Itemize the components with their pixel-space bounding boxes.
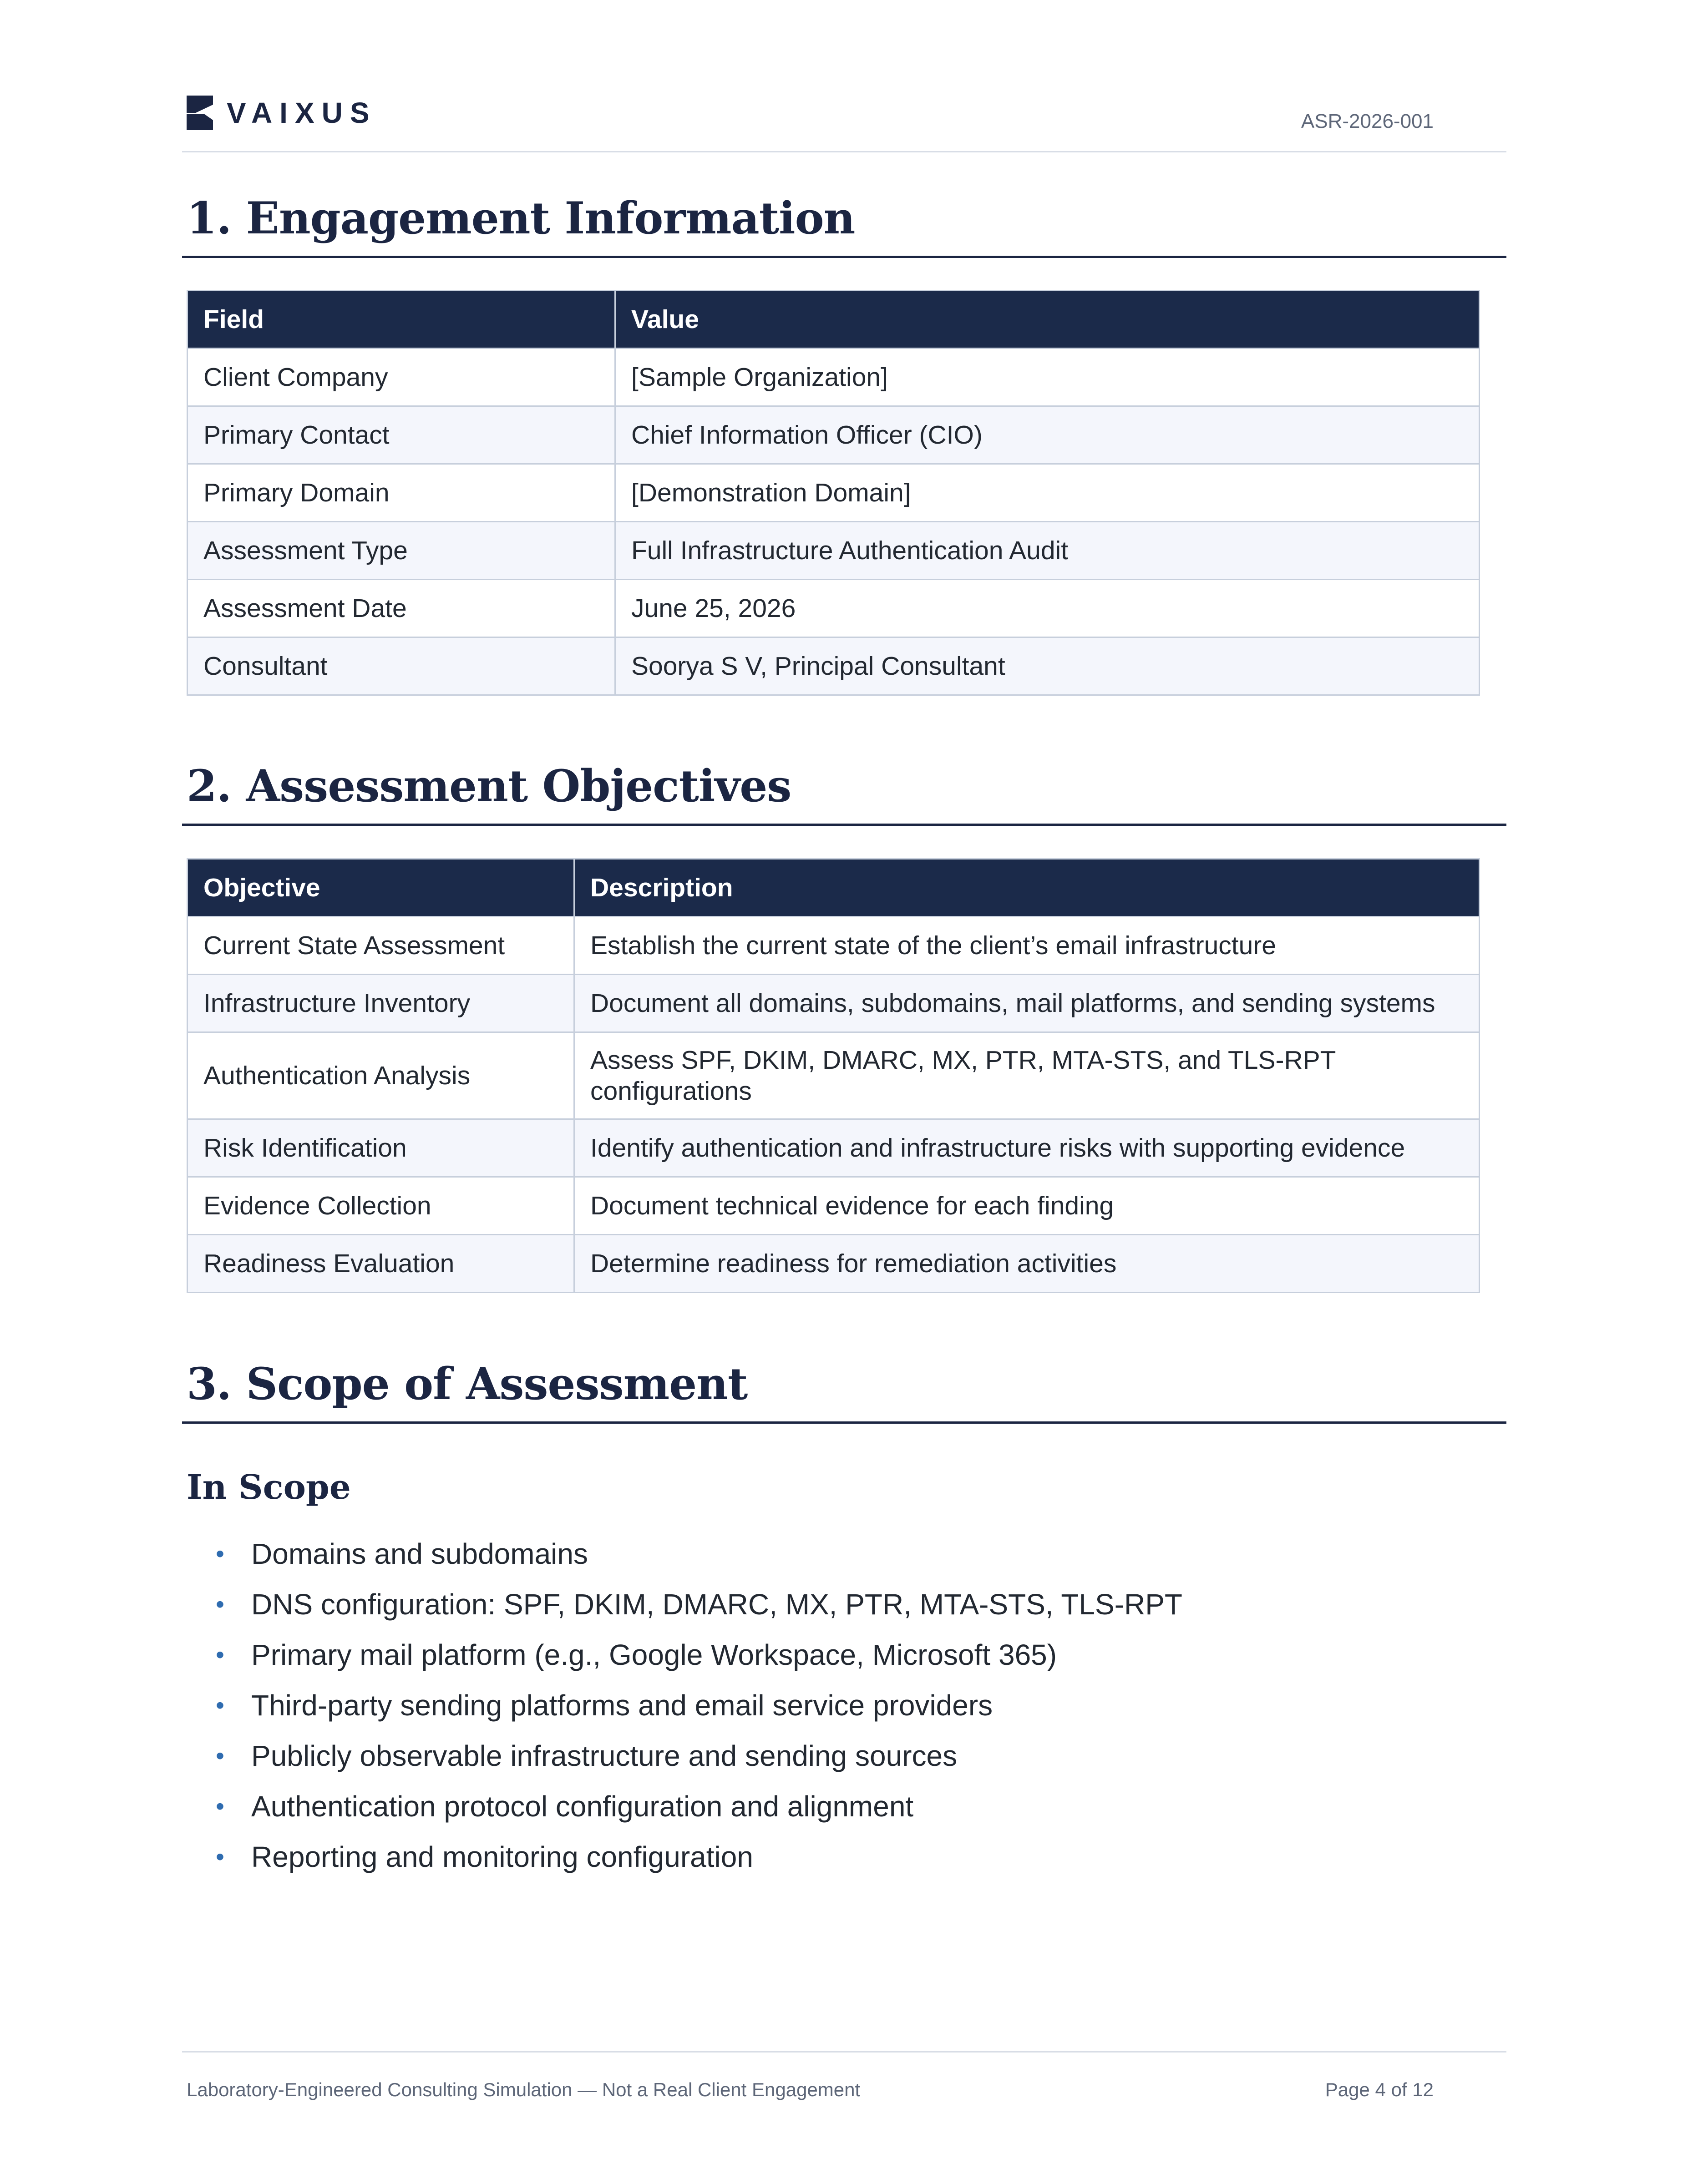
table-row <box>188 917 1480 975</box>
table-cell-field: Client Company <box>188 349 615 406</box>
table-row <box>188 349 1480 406</box>
list-item <box>182 1579 1182 1630</box>
table-cell-value: Full Infrastructure Authentication Audit <box>615 522 1480 580</box>
table-cell-objective: Authentication Analysis <box>188 1032 574 1119</box>
table-cell-objective: Current State Assessment <box>188 917 574 975</box>
list-item-text: Domains and subdomains <box>251 1537 588 1570</box>
section-title-objectives: 2. Assessment Objectives <box>187 760 791 812</box>
table-cell-value: June 25, 2026 <box>615 580 1480 637</box>
table-cell-description: Establish the current state of the client’s email infrastructure <box>574 917 1480 975</box>
list-item <box>182 1529 1182 1579</box>
table-cell-value: [Demonstration Domain] <box>615 464 1480 522</box>
table-cell-objective: Readiness Evaluation <box>188 1235 574 1293</box>
table-row <box>188 406 1480 464</box>
list-item <box>182 1731 1182 1781</box>
table-cell-field: Assessment Type <box>188 522 615 580</box>
table-row <box>188 580 1480 637</box>
section-title-engagement: 1. Engagement Information <box>187 192 855 244</box>
table-row <box>188 1235 1480 1293</box>
footer-disclaimer: Laboratory-Engineered Consulting Simulation — Not a Real Client Engagement <box>187 2079 861 2100</box>
table-cell-value: Soorya S V, Principal Consultant <box>615 637 1480 695</box>
document-id: ASR-2026-001 <box>1301 110 1434 132</box>
column-header: Field <box>188 291 615 349</box>
table-row <box>188 637 1480 695</box>
bullet-icon: • <box>216 1742 224 1769</box>
bullet-icon: • <box>216 1692 224 1719</box>
table-cell-value: Chief Information Officer (CIO) <box>615 406 1480 464</box>
list-item <box>182 1680 1182 1731</box>
table-cell-field: Consultant <box>188 637 615 695</box>
list-item <box>182 1832 1182 1882</box>
table-cell-description: Identify authentication and infrastructure risks with supporting evidence <box>574 1119 1480 1177</box>
table-header-row <box>188 859 1480 917</box>
engagement-table <box>187 290 1480 696</box>
objectives-table <box>187 858 1480 1293</box>
column-header: Value <box>615 291 1480 349</box>
list-item-text: Authentication protocol configuration and alignment <box>251 1790 914 1823</box>
list-item-text: Reporting and monitoring configuration <box>251 1840 753 1873</box>
list-item-text: DNS configuration: SPF, DKIM, DMARC, MX, PTR, MTA-STS, TLS-RPT <box>251 1588 1182 1621</box>
table-cell-description: Document technical evidence for each finding <box>574 1177 1480 1235</box>
page-footer <box>182 2051 1506 2100</box>
list-item-text: Primary mail platform (e.g., Google Workspace, Microsoft 365) <box>251 1638 1057 1671</box>
table-row <box>188 522 1480 580</box>
page-header <box>182 91 1506 152</box>
table-cell-field: Assessment Date <box>188 580 615 637</box>
table-row <box>188 1119 1480 1177</box>
vaixus-logo-icon <box>187 96 213 130</box>
table-cell-description: Document all domains, subdomains, mail platforms, and sending systems <box>574 975 1480 1032</box>
brand-logo <box>187 96 377 130</box>
table-cell-objective: Evidence Collection <box>188 1177 574 1235</box>
table-row <box>188 1177 1480 1235</box>
table-cell-description: Determine readiness for remediation activities <box>574 1235 1480 1293</box>
table-cell-objective: Risk Identification <box>188 1119 574 1177</box>
subsection-title-in-scope: In Scope <box>187 1468 351 1507</box>
table-row <box>188 464 1480 522</box>
section-divider <box>182 1421 1506 1424</box>
table-cell-objective: Infrastructure Inventory <box>188 975 574 1032</box>
section-divider <box>182 824 1506 826</box>
table-cell-field: Primary Domain <box>188 464 615 522</box>
column-header: Description <box>574 859 1480 917</box>
logo-wordmark: VAIXUS <box>227 96 377 129</box>
table-cell-description: Assess SPF, DKIM, DMARC, MX, PTR, MTA-STS, and TLS-RPT configurations <box>574 1032 1480 1119</box>
table-header-row <box>188 291 1480 349</box>
list-item <box>182 1630 1182 1680</box>
bullet-icon: • <box>216 1843 224 1871</box>
section-title-scope: 3. Scope of Assessment <box>187 1358 748 1410</box>
table-cell-value: [Sample Organization] <box>615 349 1480 406</box>
table-row <box>188 975 1480 1032</box>
bullet-icon: • <box>216 1793 224 1820</box>
list-item <box>182 1781 1182 1832</box>
bullet-icon: • <box>216 1591 224 1618</box>
page-number: Page 4 of 12 <box>1325 2079 1434 2100</box>
bullet-icon: • <box>216 1641 224 1668</box>
list-item-text: Publicly observable infrastructure and sending sources <box>251 1739 958 1772</box>
in-scope-list <box>182 1529 1182 1882</box>
list-item-text: Third-party sending platforms and email service providers <box>251 1689 993 1722</box>
section-divider <box>182 256 1506 258</box>
table-cell-field: Primary Contact <box>188 406 615 464</box>
bullet-icon: • <box>216 1540 224 1567</box>
table-row <box>188 1032 1480 1119</box>
column-header: Objective <box>188 859 574 917</box>
